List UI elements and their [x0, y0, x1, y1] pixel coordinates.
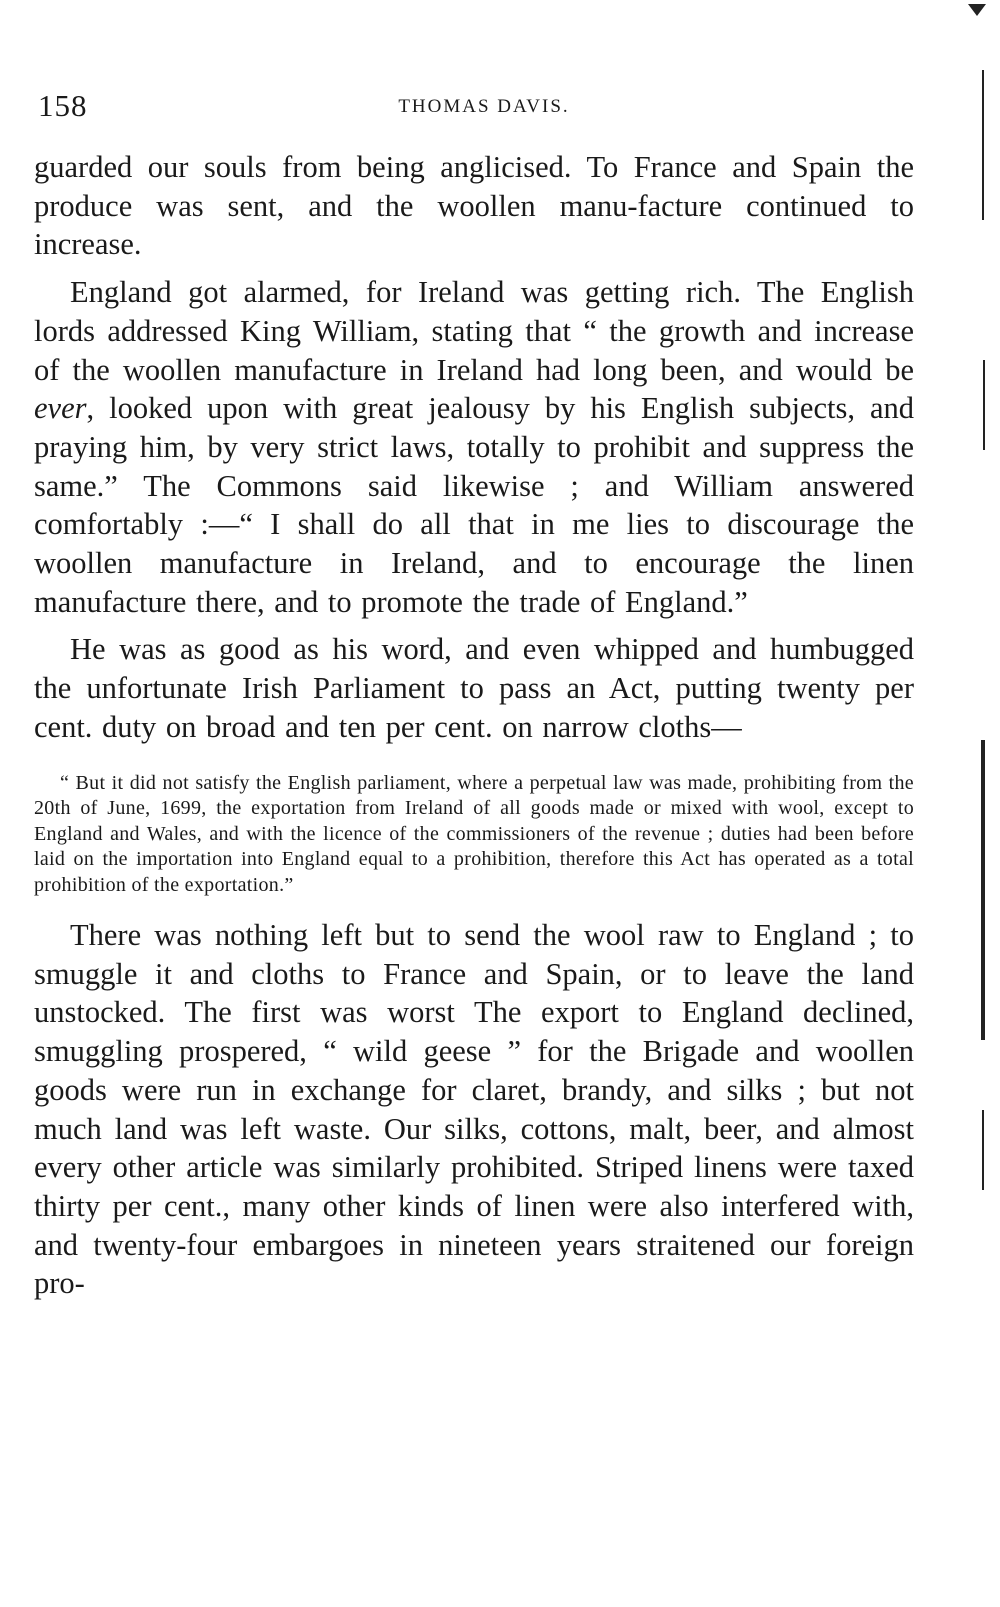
scan-corner-mark: [968, 4, 986, 16]
paragraph-text: , looked upon with great jealousy by his English subjects, and praying him, by very strict laws, totally to prohibit and suppress the same.” The Commons said likewise ; and William answered comfortably :—“ I shall do all that in me lies to discourage the woollen manufacture in Ireland, and to encourage the linen manufacture there, and to promote the trade of England.”: [34, 391, 914, 619]
scan-edge-line: [982, 1110, 984, 1190]
block-quote: “ But it did not satisfy the English parliament, where a perpetual law was made, prohibiting from the 20th of June, 1699, the exportation from Ireland of all goods made or mixed with wool, except to England and Wales, and with the licence of the commissioners of the revenue ; duties had been before laid on the importation into England equal to a prohibition, therefore this Act has operated as a total prohibition of the exportation.”: [34, 771, 914, 896]
scan-edge-line: [981, 740, 985, 1040]
paragraph-nothing-left: There was nothing left but to send the wool raw to England ; to smuggle it and cloths to France and Spain, or to leave the land unstocked. The first was worst The export to England declined, smuggling prospered, “ wild geese ” for the Brigade and woollen goods were run in exchange for claret, brandy, and silks ; but not much land was left waste. Our silks, cottons, malt, beer, and almost every other article was similarly prohibited. Striped linens were taxed thirty per cent., many other kinds of linen were also interfered with, and twenty-four embargoes in nineteen years straitened our foreign pro-: [34, 918, 914, 1301]
scan-edge-line: [982, 70, 984, 220]
page-header: [34, 88, 914, 128]
paragraph-england-alarmed: [34, 273, 914, 621]
paragraph-good-as-word: He was as good as his word, and even whipped and humbugged the unfortunate Irish Parliament to pass an Act, putting twenty per cent. duty on broad and ten per cent. on narrow cloths—: [34, 632, 914, 744]
book-page: [34, 0, 914, 1303]
scan-edge-line: [983, 360, 985, 450]
paragraph-text: England got alarmed, for Ireland was getting rich. The English lords addressed King William, stating that “ the growth and increase of the woollen manufacture in Ireland had long been, and would be: [34, 275, 914, 387]
paragraph-continuation: guarded our souls from being anglicised. To France and Spain the produce was sent, and the woollen manu-facture continued to increase.: [34, 150, 914, 262]
page-number: 158: [38, 88, 88, 123]
emphasis-word: ever: [34, 391, 87, 426]
running-head: THOMAS DAVIS.: [398, 96, 570, 117]
body-text: [34, 148, 914, 1303]
